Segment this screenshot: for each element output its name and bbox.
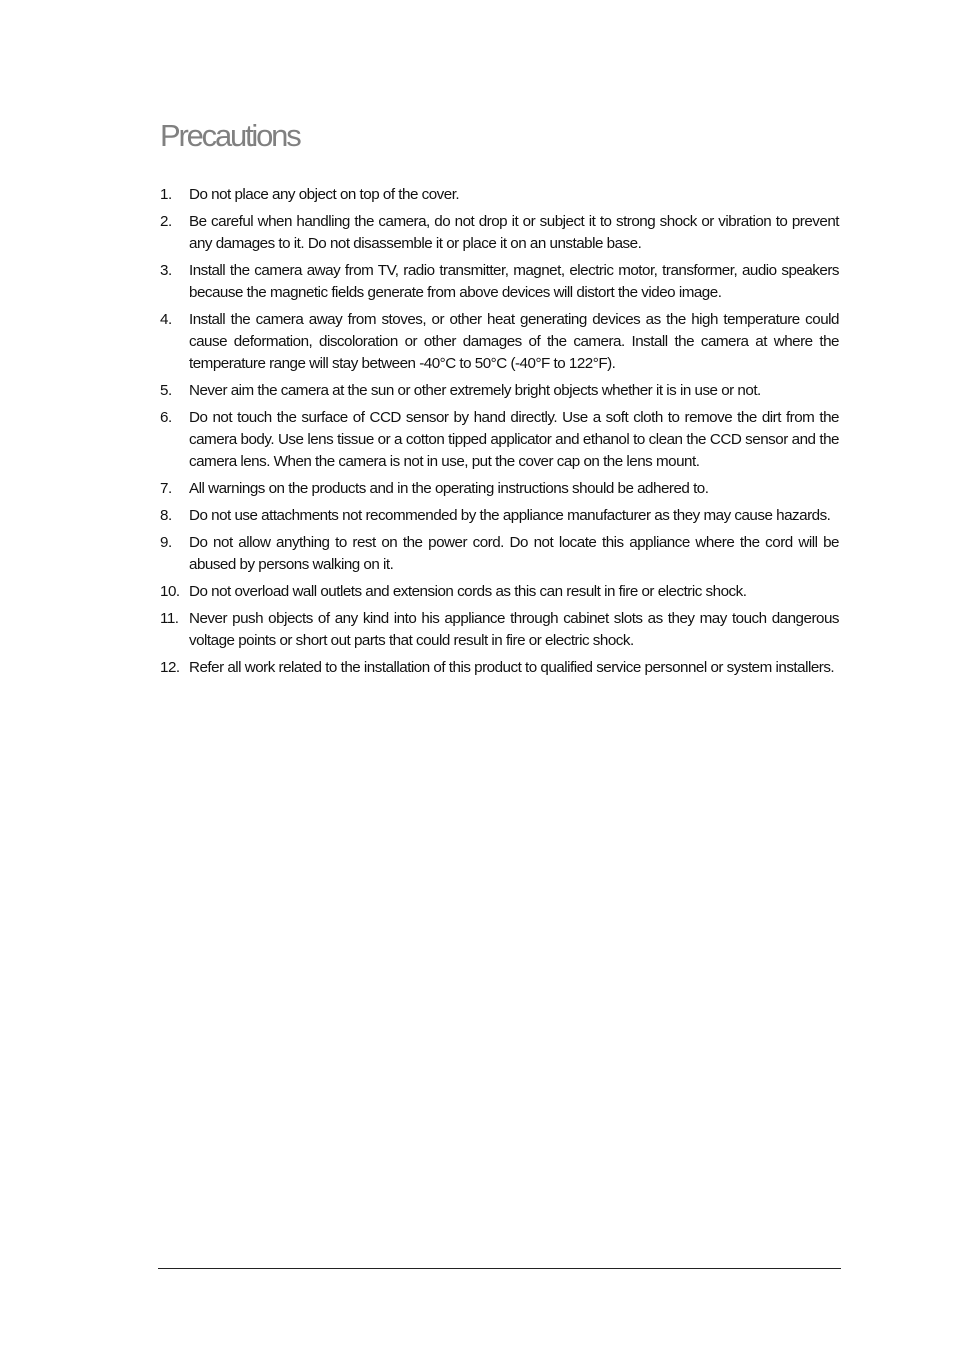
list-item-text: Never push objects of any kind into his appliance through cabinet slots as they may touch dangerous voltage points or short out parts that could result in fire or electric shock.: [189, 610, 839, 649]
list-item: [160, 407, 839, 473]
list-item: [160, 184, 839, 206]
list-item: [160, 505, 839, 527]
list-item-number: 4.: [160, 311, 172, 328]
page-title: Precautions: [160, 118, 300, 153]
list-item: [160, 608, 839, 652]
list-item-number: 12.: [160, 659, 180, 676]
list-item: [160, 532, 839, 576]
list-item-number: 3.: [160, 262, 172, 279]
list-item-text: Install the camera away from TV, radio transmitter, magnet, electric motor, transformer, audio speakers because the magnetic fields generate from above devices will distort the video image.: [189, 262, 839, 301]
list-item: [160, 581, 839, 603]
list-item: [160, 309, 839, 375]
list-item-number: 7.: [160, 480, 172, 497]
list-item: [160, 478, 839, 500]
list-item-text: Do not place any object on top of the cover.: [189, 186, 460, 203]
list-item-text: Never aim the camera at the sun or other extremely bright objects whether it is in use or not.: [189, 382, 761, 399]
list-item: [160, 260, 839, 304]
list-item-number: 9.: [160, 534, 172, 551]
list-item-text: Do not allow anything to rest on the power cord. Do not locate this appliance where the cord will be abused by persons walking on it.: [189, 534, 839, 573]
list-item-number: 2.: [160, 213, 172, 230]
list-item-number: 8.: [160, 507, 172, 524]
list-item-text: All warnings on the products and in the operating instructions should be adhered to.: [189, 480, 709, 497]
list-item-text: Be careful when handling the camera, do not drop it or subject it to strong shock or vibration to prevent any damages to it. Do not disassemble it or place it on an unstable base.: [189, 213, 839, 252]
precautions-list: [160, 184, 839, 684]
list-item-text: Refer all work related to the installation of this product to qualified service personnel or system installers.: [189, 659, 835, 676]
list-item-text: Do not overload wall outlets and extension cords as this can result in fire or electric shock.: [189, 583, 747, 600]
list-item: [160, 211, 839, 255]
list-item: [160, 380, 839, 402]
list-item-number: 5.: [160, 382, 172, 399]
list-item-number: 6.: [160, 409, 172, 426]
list-item-number: 10.: [160, 583, 180, 600]
list-item-number: 1.: [160, 186, 172, 203]
list-item-text: Do not use attachments not recommended by the appliance manufacturer as they may cause hazards.: [189, 507, 831, 524]
list-item-text: Do not touch the surface of CCD sensor by hand directly. Use a soft cloth to remove the dirt from the camera body. Use lens tissue or a cotton tipped applicator and ethanol to clean the CCD sensor and the camera lens. When the camera is not in use, put the cover cap on the lens mount.: [189, 409, 839, 470]
list-item-text: Install the camera away from stoves, or other heat generating devices as the high temperature could cause deformation, discoloration or other damages of the camera. Install the camera at where the temperature range will stay between -40°C to 50°C (-40°F to 122°F).: [189, 311, 839, 372]
footer-divider: [158, 1268, 841, 1269]
list-item-number: 11.: [160, 610, 179, 627]
list-item: [160, 657, 839, 679]
